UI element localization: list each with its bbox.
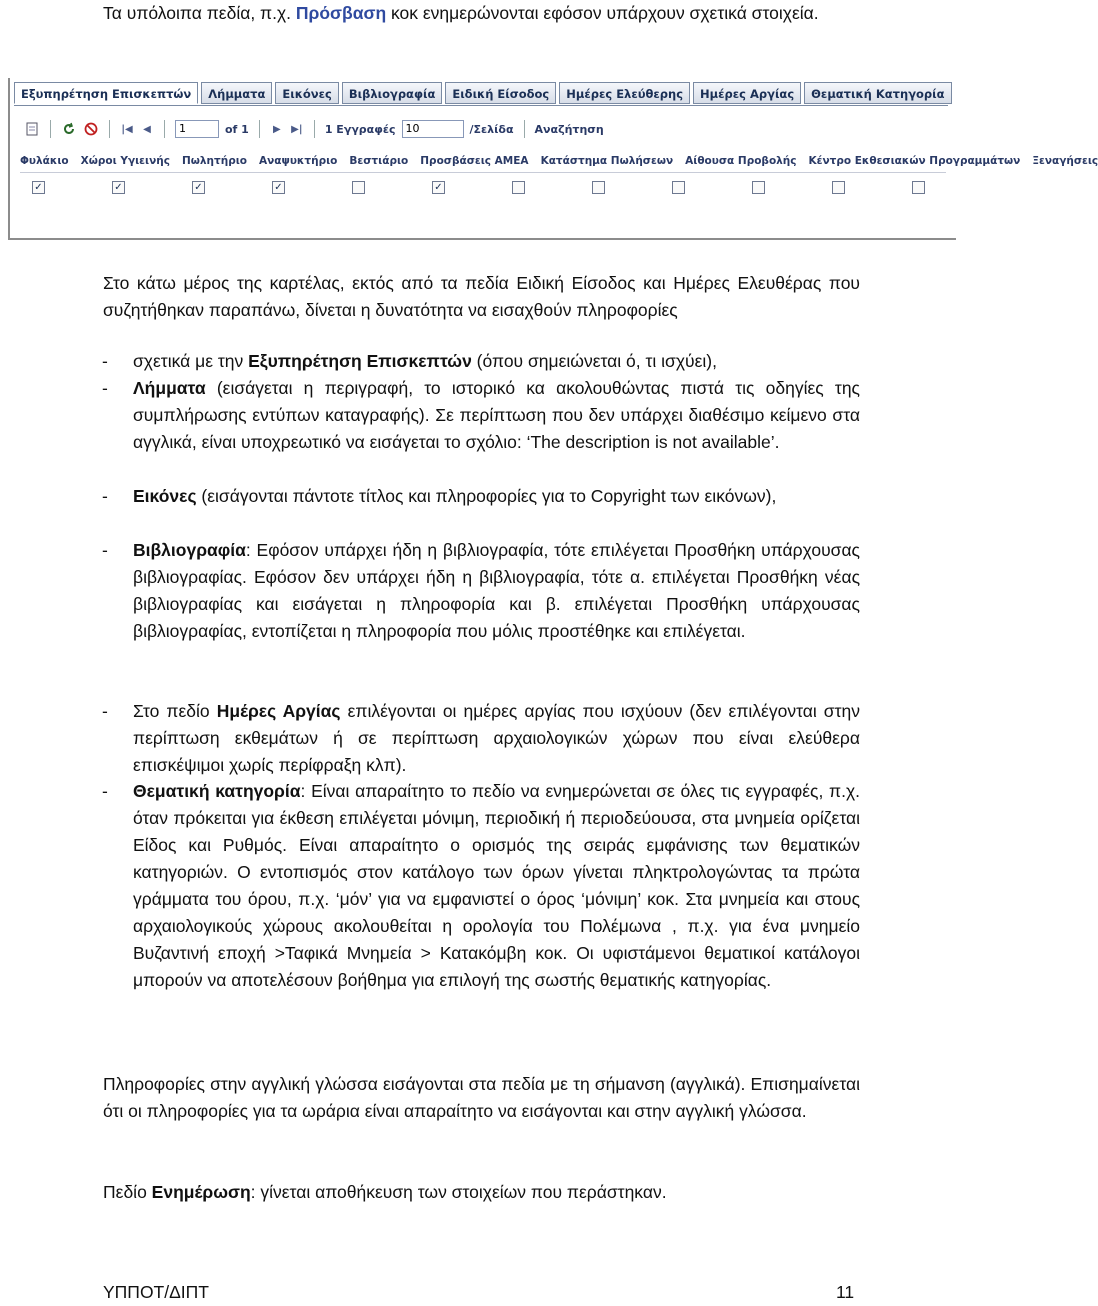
new-record-icon[interactable]	[24, 121, 40, 137]
delete-icon[interactable]	[83, 121, 99, 137]
tab-visitor-services[interactable]: Εξυπηρέτηση Επισκεπτών	[14, 82, 198, 104]
checkbox-unchecked[interactable]	[672, 181, 685, 194]
page-number: 11	[836, 1282, 855, 1302]
per-page-input[interactable]: 10	[402, 120, 464, 138]
column-header[interactable]: Αίθουσα Προβολής	[685, 155, 797, 167]
embedded-screenshot	[8, 78, 1098, 240]
item-text: : Είναι απαραίτητο το πεδίο να ενημερώνεται σε όλες τις εγγραφές, π.χ. όταν πρόκειται για έκθεση επιλέγεται μόνιμη, περιοδική ή περιοδεύουσα, στα μνημεία ορίζεται Είδος και Ρυθμός. Είναι απαραίτητο ο ορισμός της σειράς εμφάνισης των θεματικών κατηγοριών. Ο εντοπισμός στον κατάλογο των όρων γίνεται πληκτρολογώντας τα πρώτα γράμματα του όρου, π.χ. ‘μόν’ για να εμφανιστεί ο όρος ‘μόνιμη’ κοκ. Στα μνημεία και στους αρχαιολογικούς χώρους ακολουθείται η ορολογία του Πολέμωνα , π.χ. για ένα μνημείο Βυζαντινή εποχή >Ταφικά Μνημεία > Κατακόμβη κοκ. Οι υφιστάμενοι θεματικοί κατάλογοι μπορούν να αποτελέσουν βοήθημα για επιλογή της σωστής θεματικής κατηγορίας.	[133, 781, 860, 990]
item-text: επιλέγονται οι ημέρες αργίας που ισχύουν (δεν επιλέγονται στην περίπτωση εκθεμάτων ή σε περίπτωση αρχαιολογικών χώρων που είναι ελεύθερα επισκέψιμοι χωρίς περίφραξη κλπ).	[133, 701, 861, 775]
first-page-icon[interactable]: |◀	[121, 123, 133, 135]
page-count-label: of 1	[225, 122, 249, 136]
last-page-icon[interactable]: ▶|	[291, 123, 303, 135]
checkbox-unchecked[interactable]	[752, 181, 765, 194]
toolbar-separator	[164, 120, 165, 138]
list-item	[102, 698, 861, 779]
item-bold: Βιβλιογραφία	[133, 540, 246, 560]
footer-organization: ΥΠΠΟΤ/ΔΙΠΤ	[103, 1282, 209, 1302]
column-header[interactable]: Κέντρο Εκθεσιακών Προγραμμάτων	[808, 155, 1021, 167]
tab-bar	[14, 82, 952, 106]
access-field-name: Πρόσβαση	[295, 3, 387, 23]
update-field-name: Ενημέρωση	[151, 1182, 251, 1202]
list-item	[102, 778, 860, 994]
checkbox-checked[interactable]: ✓	[112, 181, 125, 194]
list-dash: -	[102, 378, 108, 398]
item-text: (εισάγεται η περιγραφή, το ιστορικό κα ακολουθώντας πιστά τις οδηγίες της συμπλήρωσης εντύπων καταγραφής). Σε περίπτωση που δεν υπάρχει διαθέσιμο κείμενο στα αγγλικά, είναι υποχρεωτικό να εισάγεται το σχόλιο: ‘The description is not available’.	[133, 378, 860, 452]
column-header[interactable]: Αναψυκτήριο	[259, 155, 338, 167]
checkbox-checked[interactable]: ✓	[32, 181, 45, 194]
checkbox-unchecked[interactable]	[352, 181, 365, 194]
intro-paragraph: Στο κάτω μέρος της καρτέλας, εκτός από τα πεδία Ειδική Είσοδος και Ημέρες Ελευθέρας που συζητήθηκαν παραπάνω, δίνεται η δυνατότητα να εισαχθούν πληροφορίες	[103, 273, 860, 320]
top-paragraph	[103, 0, 860, 27]
item-bold: Εξυπηρέτηση Επισκεπτών	[248, 351, 472, 371]
column-header[interactable]: Κατάστημα Πωλήσεων	[540, 155, 674, 167]
grid-toolbar	[24, 118, 604, 140]
search-button[interactable]: Αναζήτηση	[534, 122, 604, 136]
checkbox-unchecked[interactable]	[512, 181, 525, 194]
item-text: (εισάγονται πάντοτε τίτλος και πληροφορίες για το Copyright των εικόνων),	[196, 486, 777, 506]
update-note-text: : γίνεται αποθήκευση των στοιχείων που περάστηκαν.	[250, 1182, 667, 1202]
list-dash: -	[102, 351, 108, 371]
toolbar-separator	[109, 120, 110, 138]
column-header[interactable]: Φυλάκιο	[20, 155, 69, 167]
item-text: (όπου σημειώνεται ό, τι ισχύει),	[471, 351, 717, 371]
item-bold: Εικόνες	[133, 486, 197, 506]
list-item	[102, 348, 860, 375]
previous-page-icon[interactable]: ◀	[143, 123, 151, 135]
per-page-label: /Σελίδα	[469, 122, 514, 136]
list-item	[102, 483, 860, 510]
toolbar-separator	[50, 120, 51, 138]
item-bold: Λήμματα	[133, 378, 206, 398]
tab-special-entry[interactable]: Ειδική Είσοδος	[445, 82, 556, 104]
top-paragraph-text: Τα υπόλοιπα πεδία, π.χ.	[103, 3, 296, 23]
list-item	[102, 537, 860, 645]
top-paragraph-text-end: κοκ ενημερώνονται εφόσον υπάρχουν σχετικά στοιχεία.	[386, 3, 819, 23]
column-header[interactable]: Ξεναγήσεις	[1032, 155, 1098, 167]
checkbox-unchecked[interactable]	[832, 181, 845, 194]
tab-thematic-category[interactable]: Θεματική Κατηγορία	[804, 82, 951, 104]
checkbox-unchecked[interactable]	[912, 181, 925, 194]
list-dash: -	[102, 781, 108, 801]
page-number-input[interactable]: 1	[175, 120, 219, 138]
tab-images[interactable]: Εικόνες	[275, 82, 338, 104]
update-note-paragraph	[103, 1179, 860, 1206]
toolbar-separator	[314, 120, 315, 138]
column-header[interactable]: Προσβάσεις ΑΜΕΑ	[420, 155, 529, 167]
refresh-icon[interactable]	[61, 121, 77, 137]
item-text: σχετικά με την	[133, 351, 249, 371]
column-headers	[20, 150, 1098, 172]
toolbar-separator	[259, 120, 260, 138]
tab-divider	[14, 105, 948, 106]
checkbox-checked[interactable]: ✓	[272, 181, 285, 194]
checkbox-checked[interactable]: ✓	[432, 181, 445, 194]
next-page-icon[interactable]: ▶	[272, 123, 281, 135]
list-dash: -	[102, 540, 108, 560]
list-dash: -	[102, 701, 108, 721]
toolbar-separator	[524, 120, 525, 138]
update-note-text: Πεδίο	[103, 1182, 152, 1202]
tab-free-days[interactable]: Ημέρες Ελεύθερης	[559, 82, 690, 104]
item-text: : Εφόσον υπάρχει ήδη η βιβλιογραφία, τότε επιλέγεται Προσθήκη υπάρχουσας βιβλιογραφίας. Εφόσον δεν υπάρχει ήδη η βιβλιογραφία, τότε α. επιλέγεται Προσθήκη νέας βιβλιογραφίας και εισάγεται η πληροφορία και β. επιλέγεται Προσθήκη υπάρχουσας βιβλιογραφίας, εντοπίζεται η πληροφορία που μόλις προστέθηκε και επιλέγεται.	[133, 540, 860, 641]
checkbox-unchecked[interactable]	[592, 181, 605, 194]
column-header[interactable]: Βεστιάριο	[349, 155, 409, 167]
column-header[interactable]: Χώροι Υγιεινής	[80, 155, 170, 167]
list-dash: -	[102, 486, 108, 506]
tab-lemmas[interactable]: Λήμματα	[201, 82, 272, 104]
tab-holidays[interactable]: Ημέρες Αργίας	[693, 82, 801, 104]
header-divider	[20, 172, 946, 173]
item-text: Στο πεδίο	[133, 701, 217, 721]
records-count-label: 1 Εγγραφές	[324, 122, 396, 136]
tab-bibliography[interactable]: Βιβλιογραφία	[342, 82, 442, 104]
item-bold: Ημέρες Αργίας	[216, 701, 341, 721]
column-header[interactable]: Πωλητήριο	[181, 155, 248, 167]
checkbox-row	[32, 181, 952, 197]
english-note-paragraph: Πληροφορίες στην αγγλική γλώσσα εισάγονται στα πεδία με τη σήμανση (αγγλικά). Επισημαίνεται ότι οι πληροφορίες για τα ωράρια είναι απαραίτητο να εισάγονται και στην αγγλική γλώσσα.	[103, 1074, 860, 1121]
list-item	[102, 375, 860, 456]
checkbox-checked[interactable]: ✓	[192, 181, 205, 194]
item-bold: Θεματική κατηγορία	[133, 781, 301, 801]
